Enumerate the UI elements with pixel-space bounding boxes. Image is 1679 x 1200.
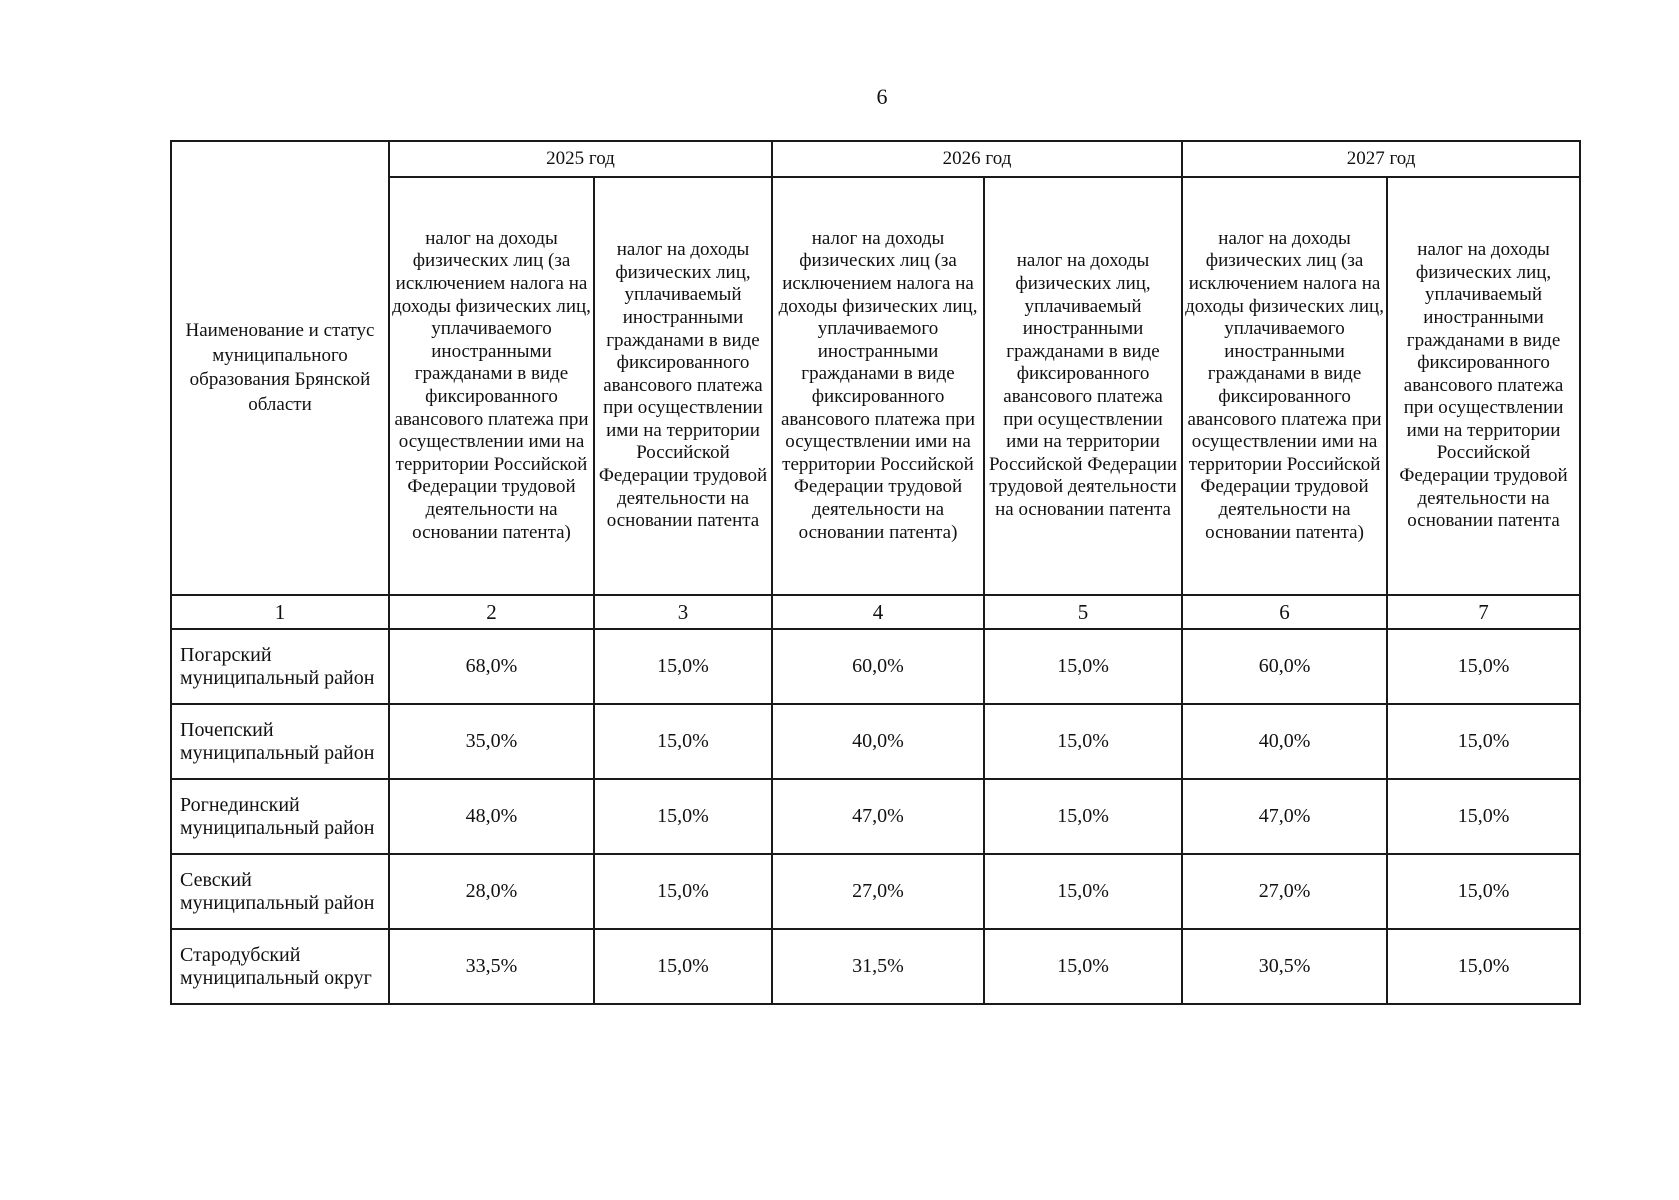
column-description: налог на доходы физических лиц (за исключением налога на доходы физических лиц, уплачиваемого иностранными гражданами в виде фиксированного авансового платежа при осуществлении ими на территории Российской Федерации трудовой деятельности на основании патента) (772, 177, 984, 595)
rate-cell: 33,5% (389, 929, 594, 1004)
rate-cell: 60,0% (1182, 629, 1387, 704)
rate-cell: 35,0% (389, 704, 594, 779)
tax-distribution-table (170, 140, 1581, 1005)
municipality-name: Севский муниципальный район (171, 854, 389, 929)
page-number: 6 (876, 84, 888, 109)
table-row (171, 929, 1580, 1004)
rate-cell: 15,0% (594, 854, 772, 929)
year-header-2025: 2025 год (389, 141, 772, 177)
table-row (171, 779, 1580, 854)
column-description: налог на доходы физических лиц (за исключением налога на доходы физических лиц, уплачиваемого иностранными гражданами в виде фиксированного авансового платежа при осуществлении ими на территории Российской Федерации трудовой деятельности на основании патента) (1182, 177, 1387, 595)
rate-cell: 15,0% (1387, 779, 1580, 854)
column-description: налог на доходы физических лиц, уплачиваемый иностранными гражданами в виде фиксированного авансового платежа при осуществлении ими на территории Российской Федерации трудовой деятельности на основании патента (984, 177, 1182, 595)
column-number: 7 (1387, 595, 1580, 629)
rate-cell: 15,0% (594, 629, 772, 704)
rate-cell: 15,0% (984, 704, 1182, 779)
column-description: налог на доходы физических лиц, уплачиваемый иностранными гражданами в виде фиксированного авансового платежа при осуществлении ими на территории Российской Федерации трудовой деятельности на основании патента (594, 177, 772, 595)
municipality-name: Стародубский муниципальный округ (171, 929, 389, 1004)
table-row (171, 854, 1580, 929)
rate-cell: 48,0% (389, 779, 594, 854)
rate-cell: 40,0% (772, 704, 984, 779)
rate-cell: 68,0% (389, 629, 594, 704)
rate-cell: 60,0% (772, 629, 984, 704)
municipality-name-header: Наименование и статус муниципального образования Брянской области (171, 141, 389, 595)
rate-cell: 27,0% (1182, 854, 1387, 929)
rate-cell: 30,5% (1182, 929, 1387, 1004)
column-number: 2 (389, 595, 594, 629)
rate-cell: 15,0% (594, 929, 772, 1004)
rate-cell: 15,0% (1387, 929, 1580, 1004)
year-header-2026: 2026 год (772, 141, 1182, 177)
rate-cell: 15,0% (984, 779, 1182, 854)
rate-cell: 15,0% (1387, 854, 1580, 929)
column-number: 6 (1182, 595, 1387, 629)
column-number: 3 (594, 595, 772, 629)
rate-cell: 15,0% (594, 779, 772, 854)
column-description: налог на доходы физических лиц, уплачиваемый иностранными гражданами в виде фиксированного авансового платежа при осуществлении ими на территории Российской Федерации трудовой деятельности на основании патента (1387, 177, 1580, 595)
rate-cell: 15,0% (984, 629, 1182, 704)
rate-cell: 15,0% (1387, 704, 1580, 779)
column-number: 1 (171, 595, 389, 629)
year-header-2027: 2027 год (1182, 141, 1580, 177)
municipality-name: Рогнединский муниципальный район (171, 779, 389, 854)
rate-cell: 27,0% (772, 854, 984, 929)
rate-cell: 15,0% (984, 854, 1182, 929)
column-number-row (171, 595, 1580, 629)
rate-cell: 47,0% (772, 779, 984, 854)
rate-cell: 15,0% (984, 929, 1182, 1004)
municipality-name: Почепский муниципальный район (171, 704, 389, 779)
column-description: налог на доходы физических лиц (за исключением налога на доходы физических лиц, уплачиваемого иностранными гражданами в виде фиксированного авансового платежа при осуществлении ими на территории Российской Федерации трудовой деятельности на основании патента) (389, 177, 594, 595)
rate-cell: 28,0% (389, 854, 594, 929)
rate-cell: 31,5% (772, 929, 984, 1004)
rate-cell: 47,0% (1182, 779, 1387, 854)
rate-cell: 15,0% (594, 704, 772, 779)
year-header-row (171, 141, 1580, 177)
table-row (171, 704, 1580, 779)
column-number: 5 (984, 595, 1182, 629)
column-number: 4 (772, 595, 984, 629)
rate-cell: 40,0% (1182, 704, 1387, 779)
table-row (171, 629, 1580, 704)
municipality-name: Погарский муниципальный район (171, 629, 389, 704)
rate-cell: 15,0% (1387, 629, 1580, 704)
